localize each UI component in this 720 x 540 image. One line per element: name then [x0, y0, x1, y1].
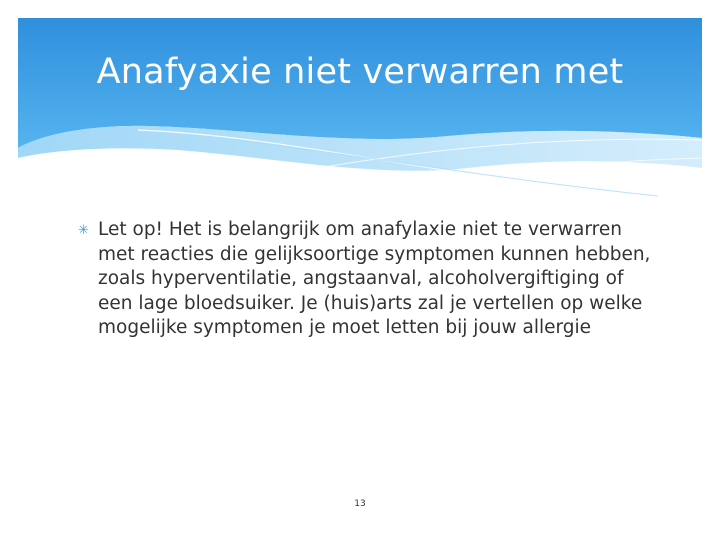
page-number: 13: [354, 499, 366, 509]
title-band-background: [18, 18, 702, 198]
slide-title: Anafyaxie niet verwarren met: [96, 52, 624, 92]
bullet-text: Let op! Het is belangrijk om anafylaxie niet te verwarren met reacties die gelijksoortige symptomen kunnen hebben, zoals hyperventilatie, angstaanval, alcoholvergiftiging of een lage bloedsuiker. Je (huis)arts zal je vertellen op welke mogelijke symptomen je moet letten bij jouw allergie: [98, 219, 651, 339]
content-area: [78, 218, 658, 341]
bullet-item: [78, 218, 658, 341]
asterisk-bullet-icon: ✳: [78, 223, 89, 238]
title-band: [18, 18, 702, 198]
